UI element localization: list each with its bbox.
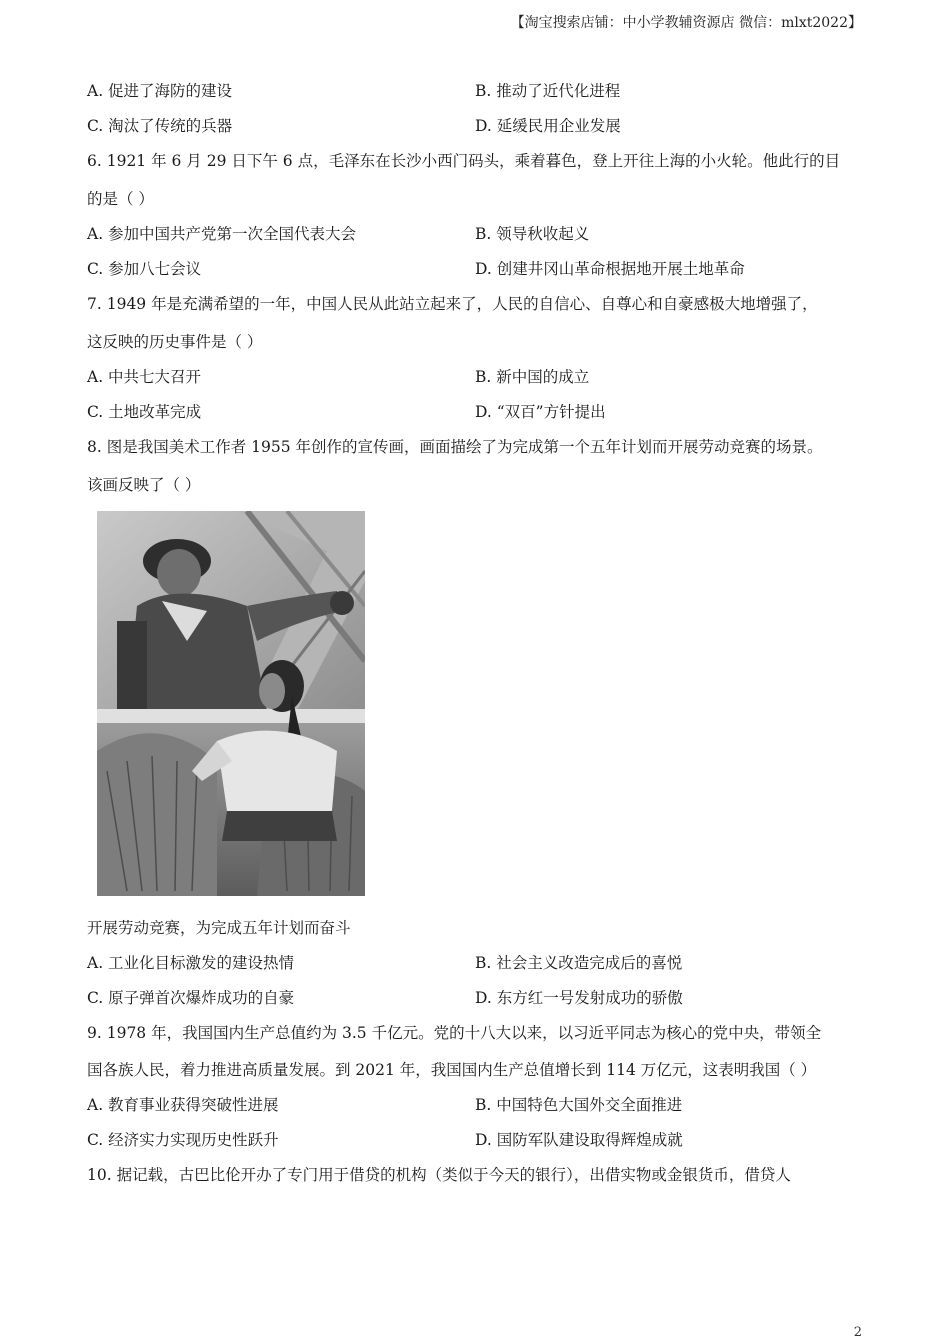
q6-option-c[interactable]: C. 参加八七会议 (87, 260, 202, 278)
q5-option-b[interactable]: B. 推动了近代化进程 (475, 82, 621, 100)
q9-option-b[interactable]: B. 中国特色大国外交全面推进 (475, 1096, 683, 1114)
q7-stem-line1: 7. 1949 年是充满希望的一年，中国人民从此站立起来了，人民的自信心、自尊心和自豪感极大地增强了， (87, 295, 818, 313)
q8-stem-line2: 该画反映了（ ） (87, 476, 201, 494)
q6-option-d[interactable]: D. 创建井冈山革命根据地开展土地革命 (475, 260, 745, 278)
q7-stem-line2: 这反映的历史事件是（ ） (87, 333, 263, 351)
q8-option-b[interactable]: B. 社会主义改造完成后的喜悦 (475, 954, 683, 972)
q5-option-c[interactable]: C. 淘汰了传统的兵器 (87, 117, 233, 135)
q9-option-d[interactable]: D. 国防军队建设取得辉煌成就 (475, 1131, 683, 1149)
q7-option-a[interactable]: A. 中共七大召开 (87, 368, 202, 386)
q8-option-a[interactable]: A. 工业化目标激发的建设热情 (87, 954, 295, 972)
shop-header-note: 【淘宝搜索店铺：中小学教辅资源店 微信：mlxt2022】 (510, 15, 862, 31)
page-number: 2 (853, 1325, 862, 1340)
q9-stem-line2: 国各族人民，着力推进高质量发展。到 2021 年，我国国内生产总值增长到 114 万亿元，这表明我国（ ） (87, 1061, 817, 1079)
q9-option-a[interactable]: A. 教育事业获得突破性进展 (87, 1096, 279, 1114)
q5-option-a[interactable]: A. 促进了海防的建设 (87, 82, 233, 100)
q10-stem-line1: 10. 据记载，古巴比伦开办了专门用于借贷的机构（类似于今天的银行），出借实物或金银货币，借贷人 (87, 1166, 791, 1184)
q7-option-b[interactable]: B. 新中国的成立 (475, 368, 590, 386)
q8-painting-caption: 开展劳动竞赛，为完成五年计划而奋斗 (87, 919, 351, 937)
q6-stem-line2: 的是（ ） (87, 190, 154, 208)
q8-stem-line1: 8. 图是我国美术工作者 1955 年创作的宣传画，画面描绘了为完成第一个五年计划而开展劳动竞赛的场景。 (87, 438, 823, 456)
q9-stem-line1: 9. 1978 年，我国国内生产总值约为 3.5 千亿元。党的十八大以来，以习近平同志为核心的党中央，带领全 (87, 1024, 822, 1042)
q6-option-b[interactable]: B. 领导秋收起义 (475, 225, 590, 243)
q7-option-d[interactable]: D. “双百”方针提出 (475, 403, 606, 421)
q8-option-c[interactable]: C. 原子弹首次爆炸成功的自豪 (87, 989, 295, 1007)
q6-option-a[interactable]: A. 参加中国共产党第一次全国代表大会 (87, 225, 357, 243)
q8-option-d[interactable]: D. 东方红一号发射成功的骄傲 (475, 989, 683, 1007)
q9-option-c[interactable]: C. 经济实力实现历史性跃升 (87, 1131, 279, 1149)
q7-option-c[interactable]: C. 土地改革完成 (87, 403, 202, 421)
q5-option-d[interactable]: D. 延缓民用企业发展 (475, 117, 621, 135)
q6-stem-line1: 6. 1921 年 6 月 29 日下午 6 点，毛泽东在长沙小西门码头，乘着暮色，登上开往上海的小火轮。他此行的目 (87, 152, 841, 170)
propaganda-painting-image (97, 511, 365, 896)
